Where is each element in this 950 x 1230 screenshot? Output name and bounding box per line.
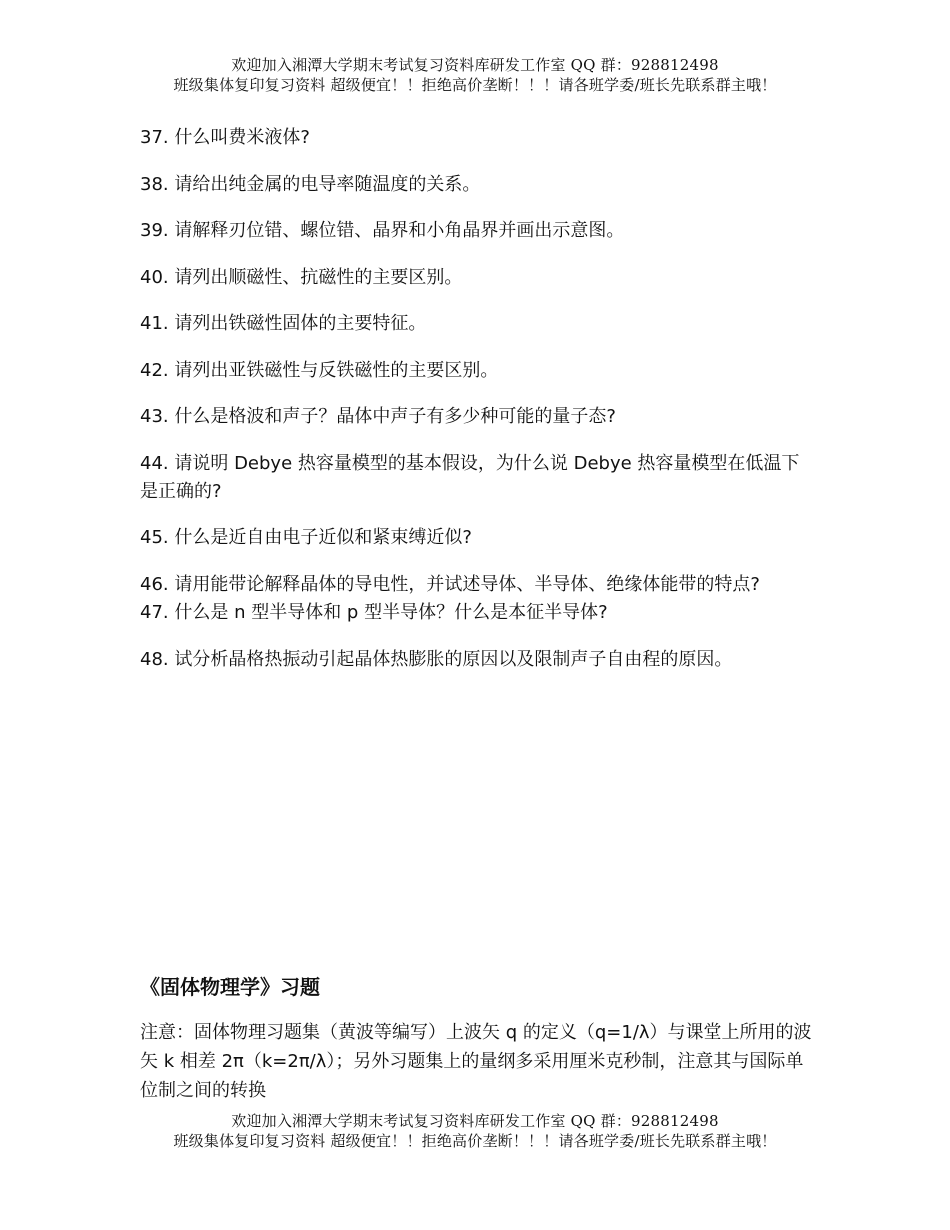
question-38: 38. 请给出纯金属的电导率随温度的关系。 [140,174,481,195]
question-40: 40. 请列出顺磁性、抗磁性的主要区别。 [140,267,463,288]
header-line-2: 班级集体复印复习资料 超级便宜！！拒绝高价垄断！！！请各班学委/班长先联系群主哦！ [173,76,777,94]
question-39: 39. 请解释刃位错、螺位错、晶界和小角晶界并画出示意图。 [140,220,625,241]
question-46: 46. 请用能带论解释晶体的导电性，并试述导体、半导体、绝缘体能带的特点? [140,574,760,595]
question-45: 45. 什么是近自由电子近似和紧束缚近似? [140,527,472,548]
question-43: 43. 什么是格波和声子？晶体中声子有多少种可能的量子态? [140,406,616,427]
footer-line-1: 欢迎加入湘潭大学期末考试复习资料库研发工作室 QQ 群：928812498 [231,1112,719,1130]
footer-line-2: 班级集体复印复习资料 超级便宜！！拒绝高价垄断！！！请各班学委/班长先联系群主哦！ [173,1132,777,1150]
header-banner [0,55,950,95]
question-47: 47. 什么是 n 型半导体和 p 型半导体？什么是本征半导体? [140,602,608,623]
question-48: 48. 试分析晶格热振动引起晶体热膨胀的原因以及限制声子自由程的原因。 [140,649,733,670]
question-41: 41. 请列出铁磁性固体的主要特征。 [140,313,427,334]
question-42: 42. 请列出亚铁磁性与反铁磁性的主要区别。 [140,360,499,381]
header-line-1: 欢迎加入湘潭大学期末考试复习资料库研发工作室 QQ 群：928812498 [231,56,719,74]
footer-banner [0,1111,950,1151]
section-title: 《固体物理学》习题 [140,975,320,999]
question-37: 37. 什么叫费米液体? [140,127,310,148]
section-note: 注意：固体物理习题集（黄波等编写）上波矢 q 的定义（q=1/λ）与课堂上所用的波矢 k 相差 2π（k=2π/λ）；另外习题集上的量纲多采用厘米克秒制，注意其与国际单位制之间的转换 [140,1022,812,1101]
question-44: 44. 请说明 Debye 热容量模型的基本假设，为什么说 Debye 热容量模型在低温下是正确的? [140,453,800,502]
